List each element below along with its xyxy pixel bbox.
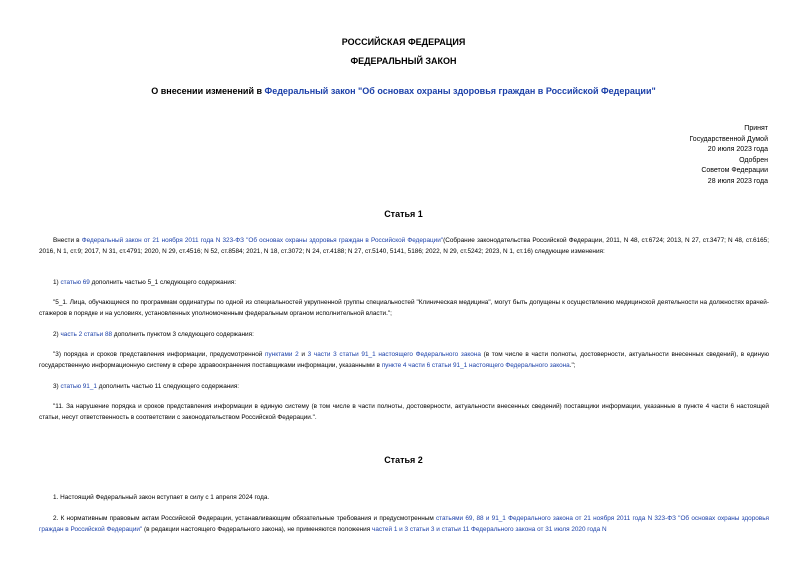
part-3-article-91-1-link[interactable]: 3 части 3 статьи 91_1 настоящего Федерального закона xyxy=(307,351,481,358)
quote-5-1: "5_1. Лица, обучающиеся по программам ординатуры по одной из специальностей укрупненной группы специальностей "Клиническая медицина", могут быть допущены к осуществлению медицинской деятельности на должностях врачей-стажеров в порядке и на условиях, установленных уполномоченным федеральным органом исполнительной власти."; xyxy=(39,299,769,317)
article-2-para-1: 1. Настоящий Федеральный закон вступает в силу с 1 апреля 2024 года. xyxy=(53,494,270,501)
adoption-line: Принят xyxy=(744,125,768,132)
article-91-1-link[interactable]: статью 91_1 xyxy=(60,383,97,390)
amended-law-link[interactable]: Федеральный закон "Об основах охраны здоровья граждан в Российской Федерации" xyxy=(264,86,656,96)
part-2-article-88-link[interactable]: часть 2 статьи 88 xyxy=(60,331,113,338)
item-number: 3) xyxy=(53,383,61,390)
adoption-block xyxy=(689,124,768,188)
subject-prefix: О внесении изменений в xyxy=(151,86,265,96)
quote-item-3 xyxy=(39,350,769,372)
item-text: дополнить частью 5_1 следующего содержания: xyxy=(89,279,237,286)
item-number: 1) xyxy=(53,279,61,286)
amendment-item-1 xyxy=(39,278,769,289)
amendment-item-2 xyxy=(39,330,769,341)
article-2-title: Статья 2 xyxy=(384,455,423,465)
law-subject-heading xyxy=(0,86,807,96)
item-number: 2) xyxy=(53,331,61,338)
article-1-title: Статья 1 xyxy=(384,209,423,219)
adoption-line: Государственной Думой xyxy=(689,135,768,143)
article-2-para-2 xyxy=(39,514,769,536)
item-text: дополнить частью 11 следующего содержания: xyxy=(96,383,240,390)
adoption-line: 28 июля 2023 года xyxy=(707,177,768,185)
quote-text: и xyxy=(298,351,308,358)
country-heading: РОССИЙСКАЯ ФЕДЕРАЦИЯ xyxy=(341,37,466,47)
articles-69-88-91-1-link[interactable]: статьями 69, 88 и 91_1 Федерального закона от 21 ноября 2011 года N 323-ФЗ "Об основах охраны здоровья граждан в Российской Федерации" xyxy=(39,515,769,533)
quote-text: "3) порядка и сроков представления информации, предусмотренной xyxy=(53,351,266,358)
intro-text-rest: (Собрание законодательства Российской Федерации, 2011, N 48, ст.6724; 2013, N 27, ст.3477; N 48, ст.6165; 2016, N 1, ст.9; 2017, N 31, ст.4791; 2020, N 29, ст.4516; N 52, ст.8584; 2021, N 18, ст.3072; N 24, ст.4188; N 27, ст.5140, 5141, 5186; 2022, N 29, ст.5242; 2023, N 1, ст.16) следующие изменения: xyxy=(39,237,770,255)
doc-type-heading: ФЕДЕРАЛЬНЫЙ ЗАКОН xyxy=(350,56,457,66)
quote-text: ."; xyxy=(569,361,576,369)
quote-part-11: "11. За нарушение порядка и сроков представления информации в единую систему (в том числе в части полноты, достоверности, актуальности внесенных сведений) поставщики информации, указанные в пункте 4 части 6 настоящей статьи, несут ответственность в соответствии с законодательством Российской Федерации.". xyxy=(39,403,769,421)
article-69-link[interactable]: статью 69 xyxy=(60,279,90,286)
quote-text: (в том числе в части полноты, достоверности, актуальности внесенных сведений), в единую государственную информационную систему в сфере здравоохранения поставщиками информации, указанными в xyxy=(39,351,770,369)
para-text: (в редакции настоящего Федерального закона), не применяются положения xyxy=(142,525,372,533)
adoption-line: Советом Федерации xyxy=(701,167,768,175)
adoption-line: 20 июля 2023 года xyxy=(707,146,768,154)
law-2020-link[interactable]: частей 1 и 3 статьи 3 и статьи 11 Федерального закона от 31 июля 2020 года N xyxy=(371,525,607,533)
adoption-line: Одобрен xyxy=(739,156,768,164)
intro-text: Внести в xyxy=(53,237,82,244)
amendment-item-3 xyxy=(39,382,769,393)
points-2-link[interactable]: пунктами 2 xyxy=(265,351,299,358)
article-1-intro xyxy=(39,236,769,258)
item-text: дополнить пунктом 3 следующего содержания: xyxy=(112,331,254,338)
point-4-part-6-link[interactable]: пункте 4 части 6 статьи 91_1 настоящего Федерального закона xyxy=(381,361,570,369)
para-text: 2. К нормативным правовым актам Российской Федерации, устанавливающим обязательные требования и предусмотренным xyxy=(53,515,436,522)
law-323-link[interactable]: Федеральный закон от 21 ноября 2011 года N 323-ФЗ "Об основах охраны здоровья граждан в Российской Федерации" xyxy=(81,237,444,244)
